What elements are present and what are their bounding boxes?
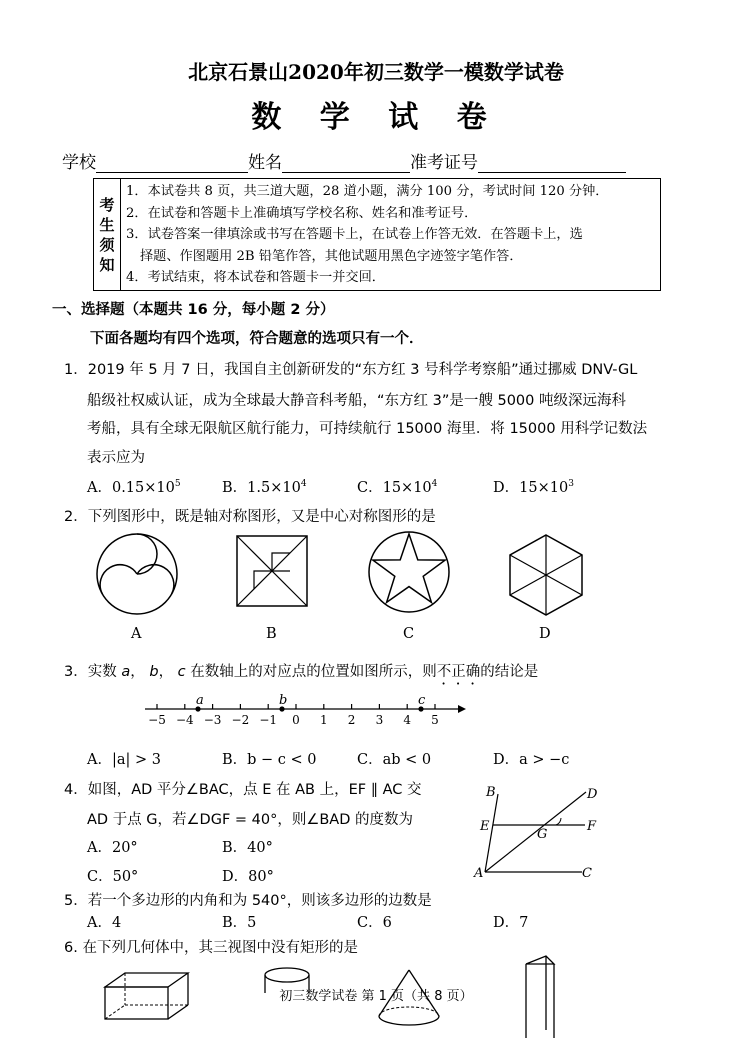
label-A: A <box>474 866 484 881</box>
id-blank[interactable] <box>478 154 626 173</box>
exam-notice-box <box>93 178 661 291</box>
axis-tick-label: −3 <box>203 713 222 727</box>
q2-label-d: D <box>539 626 551 642</box>
q4-option-b[interactable]: B．40° <box>222 840 273 856</box>
axis-tick-label: −4 <box>175 713 194 727</box>
exam-title: 北京石景山2020年初三数学一模数学试卷 <box>188 60 564 84</box>
notice-label: 考 生 须 知 <box>94 179 121 290</box>
q5-option-d[interactable]: D．7 <box>493 915 529 931</box>
student-fields <box>62 148 626 173</box>
axis-tick-label: 0 <box>292 713 300 727</box>
q5-option-a[interactable]: A．4 <box>87 915 122 931</box>
q6-stem: 6. 在下列几何体中，其三视图中没有矩形的是 <box>64 940 358 956</box>
q2-figure-d[interactable] <box>508 531 588 619</box>
q3-number-line <box>140 690 470 730</box>
q4-line: 4．如图，AD 平分∠BAC，点 E 在 AB 上，EF ∥ AC 交 <box>64 782 422 798</box>
q3-stem: 3．实数 a， b， c 在数轴上的对应点的位置如图所示，则不正确的结论是 <box>64 664 539 680</box>
q3-option-b[interactable]: B．b − c < 0 <box>222 752 317 768</box>
q1-line: 1．2019 年 5 月 7 日，我国自主创新研发的“东方红 3 号科学考察船”通过挪威 DNV-GL <box>64 362 638 378</box>
school-label: 学校 <box>62 153 96 173</box>
q4-option-a[interactable]: A．20° <box>87 840 138 856</box>
q2-label-b: B <box>266 626 277 642</box>
name-label: 姓名 <box>248 153 282 173</box>
q1-option-d[interactable]: D．$15\times 10^3$ <box>493 479 574 496</box>
page-footer: 初三数学试卷 第 1 页（共 8 页） <box>279 989 473 1004</box>
q1-option-b[interactable]: B．$1.5\times 10^4$ <box>222 479 307 496</box>
section-title: 一、选择题（本题共 16 分，每小题 2 分） <box>52 302 335 318</box>
q2-figure-b[interactable] <box>234 533 314 613</box>
q2-stem: 2．下列图形中，既是轴对称图形，又是中心对称图形的是 <box>64 509 436 525</box>
section-instruction: 下面各题均有四个选项，符合题意的选项只有一个． <box>90 331 424 347</box>
q2-label-c: C <box>403 626 415 642</box>
notice-item: 3．试卷答案一律填涂或书写在答题卡上，在试卷上作答无效．在答题卡上，选 <box>126 227 583 242</box>
q3-option-d[interactable]: D．a > −c <box>493 752 570 768</box>
point-a-label: a <box>196 693 204 708</box>
name-blank[interactable] <box>282 154 410 173</box>
q5-option-b[interactable]: B．5 <box>222 915 257 931</box>
id-label: 准考证号 <box>410 153 478 173</box>
notice-item: 4．考试结束，将本试卷和答题卡一并交回． <box>126 270 385 285</box>
q4-option-d[interactable]: D．80° <box>222 869 274 885</box>
notice-item: 1．本试卷共 8 页，共三道大题，28 道小题，满分 100 分，考试时间 120 分钟． <box>126 184 609 199</box>
point-c-label: c <box>418 693 426 708</box>
label-C: C <box>582 866 592 881</box>
q3-option-c[interactable]: C．ab < 0 <box>357 752 432 768</box>
notice-item: 2．在试卷和答题卡上准确填写学校名称、姓名和准考证号． <box>126 205 478 221</box>
axis-tick-label: 4 <box>403 713 412 727</box>
q5-stem: 5．若一个多边形的内角和为 540°，则该多边形的边数是 <box>64 893 432 909</box>
q1-line: 船级社权威认证，成为全球最大静音科考船，“东方红 3”是一艘 5000 吨级深远海科 <box>87 393 626 409</box>
exam-subtitle: 数 学 试 卷 <box>251 100 501 135</box>
q3-option-a[interactable]: A．|a| > 3 <box>87 752 161 768</box>
label-G: G <box>537 827 548 842</box>
label-F: F <box>587 819 597 834</box>
label-D: D <box>587 787 598 802</box>
point-b-label: b <box>279 693 288 708</box>
axis-tick-label: −1 <box>259 713 278 727</box>
axis-tick-label: 2 <box>347 713 356 727</box>
q2-label-a: A <box>131 626 142 642</box>
q1-option-c[interactable]: C．$15\times 10^4$ <box>357 479 438 496</box>
q1-line: 考船，具有全球无限航区航行能力，可持续航行 15000 海里．将 15000 用科学记数法 <box>87 421 648 437</box>
q1-line: 表示应为 <box>87 450 145 466</box>
q4-option-c[interactable]: C．50° <box>87 869 139 885</box>
axis-tick-label: 3 <box>375 713 384 727</box>
q2-figure-c[interactable] <box>367 528 455 616</box>
q4-figure <box>470 780 610 885</box>
axis-tick-label: 5 <box>431 713 439 727</box>
q4-line: AD 于点 G，若∠DGF = 40°，则∠BAD 的度数为 <box>87 812 413 828</box>
notice-items <box>126 181 656 289</box>
notice-item: 择题、作图题用 2B 铅笔作答，其他试题用黑色字迹签字笔作答． <box>140 248 523 264</box>
axis-tick-label: 1 <box>319 713 328 727</box>
label-E: E <box>480 819 490 834</box>
school-blank[interactable] <box>96 154 248 173</box>
axis-tick-label: −5 <box>148 713 166 727</box>
q1-option-a[interactable]: A．$0.15\times 10^5$ <box>87 479 181 496</box>
axis-tick-label: −2 <box>231 713 250 727</box>
q5-option-c[interactable]: C．6 <box>357 915 392 931</box>
label-B: B <box>486 785 496 800</box>
q2-figure-a[interactable] <box>90 528 190 628</box>
